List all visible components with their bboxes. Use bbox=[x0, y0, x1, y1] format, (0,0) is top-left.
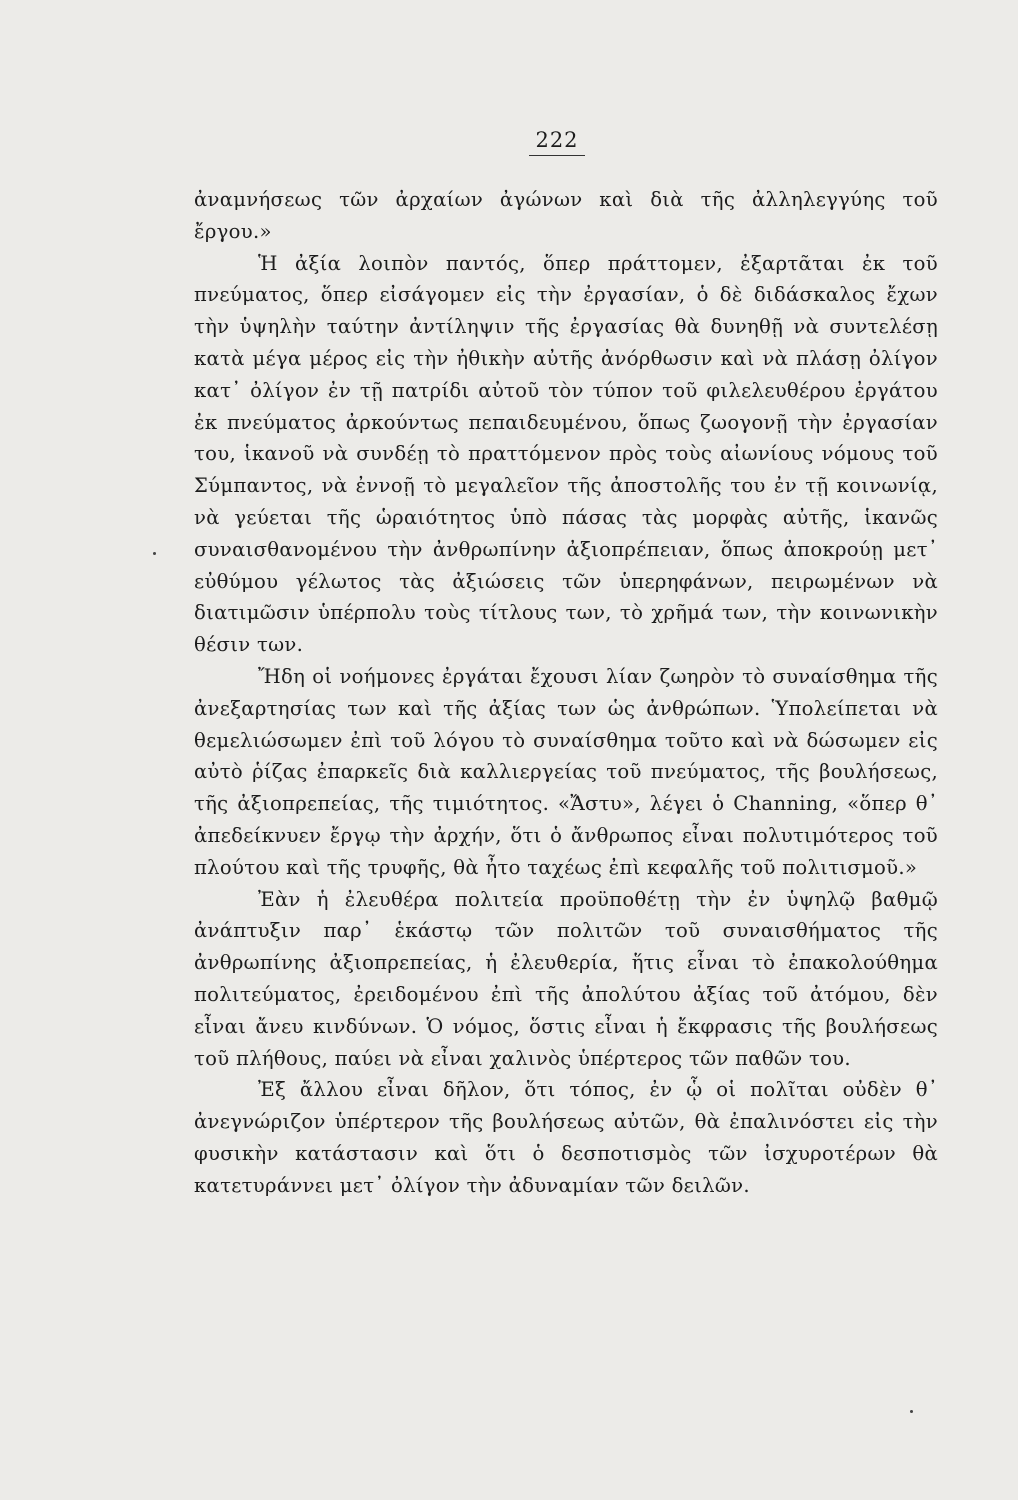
page-number-text: 222 bbox=[529, 128, 584, 156]
paragraph-continuation: ἀναμνήσεως τῶν ἀρχαίων ἀγώνων καὶ διὰ τῆς ἀλληλεγγύης τοῦ ἔργου.» bbox=[194, 188, 938, 243]
scan-speck bbox=[153, 552, 156, 555]
body-text bbox=[194, 184, 938, 1202]
page-number bbox=[0, 128, 1018, 156]
paragraph: Ἐξ ἄλλου εἶναι δῆλον, ὅτι τόπος, ἐν ᾧ οἱ πολῖται οὐδὲν θ᾽ ἀνεγνώριζον ὑπέρτερον τῆς βουλήσεως αὐτῶν, θὰ ἐπαλινόστει εἰς τὴν φυσικὴν κατάστασιν καὶ ὅτι ὁ δεσποτισμὸς τῶν ἰσχυροτέρων θὰ κατετυράννει μετ᾽ ὀλίγον τὴν ἀδυναμίαν τῶν δειλῶν. bbox=[194, 1078, 938, 1197]
paragraph: Ἤδη οἱ νοήμονες ἐργάται ἔχουσι λίαν ζωηρὸν τὸ συναίσθημα τῆς ἀνεξαρτησίας των καὶ τῆς ἀξίας των ὡς ἀνθρώπων. Ὑπολείπεται νὰ θεμελιώσωμεν ἐπὶ τοῦ λόγου τὸ συναίσθημα τοῦτο καὶ νὰ δώσωμεν εἰς αὐτὸ ῥίζας ἐπαρκεῖς διὰ καλλιεργείας τοῦ πνεύματος, τῆς βουλήσεως, τῆς ἀξιοπρεπείας, τῆς τιμιότητος. «Ἄστυ», λέγει ὁ Channing, «ὅπερ θ᾽ ἀπεδείκνυεν ἔργῳ τὴν ἀρχήν, ὅτι ὁ ἄνθρωπος εἶναι πολυτιμότερος τοῦ πλούτου καὶ τῆς τρυφῆς, θὰ ἦτο ταχέως ἐπὶ κεφαλῆς τοῦ πολιτισμοῦ.» bbox=[194, 664, 938, 879]
paragraph: Ἐὰν ἡ ἐλευθέρα πολιτεία προϋποθέτῃ τὴν ἐν ὑψηλῷ βαθμῷ ἀνάπτυξιν παρ᾽ ἑκάστῳ τῶν πολιτῶν τοῦ συναισθήματος τῆς ἀνθρωπίνης ἀξιοπρεπείας, ἡ ἐλευθερία, ἥτις εἶναι τὸ ἐπακολούθημα πολιτεύματος, ἐρειδομένου ἐπὶ τῆς ἀπολύτου ἀξίας τοῦ ἀτόμου, δὲν εἶναι ἄνευ κινδύνων. Ὁ νόμος, ὅστις εἶναι ἡ ἔκφρασις τῆς βουλήσεως τοῦ πλήθους, παύει νὰ εἶναι χαλινὸς ὑπέρτερος τῶν παθῶν του. bbox=[194, 887, 938, 1070]
scan-speck bbox=[910, 1410, 913, 1413]
paragraph: Ἡ ἀξία λοιπὸν παντός, ὅπερ πράττομεν, ἐξαρτᾶται ἐκ τοῦ πνεύματος, ὅπερ εἰσάγομεν εἰς τὴν ἐργασίαν, ὁ δὲ διδάσκαλος ἔχων τὴν ὑψηλὴν ταύτην ἀντίληψιν τῆς ἐργασίας θὰ δυνηθῇ νὰ συντελέσῃ κατὰ μέγα μέρος εἰς τὴν ἠθικὴν αὐτῆς ἀνόρθωσιν καὶ νὰ πλάσῃ ὀλίγον κατ᾽ ὀλίγον ἐν τῇ πατρίδι αὐτοῦ τὸν τύπον τοῦ φιλελευθέρου ἐργάτου ἐκ πνεύματος ἀρκούντως πεπαιδευμένου, ὅπως ζωογονῇ τὴν ἐργασίαν του, ἱκανοῦ νὰ συνδέῃ τὸ πραττόμενον πρὸς τοὺς αἰωνίους νόμους τοῦ Σύμπαντος, νὰ ἐννοῇ τὸ μεγαλεῖον τῆς ἀποστολῆς του ἐν τῇ κοινωνίᾳ, νὰ γεύεται τῆς ὡραιότητος ὑπὸ πάσας τὰς μορφὰς αὐτῆς, ἱκανῶς συναισθανομένου τὴν ἀνθρωπίνην ἀξιοπρέπειαν, ὅπως ἀποκρούῃ μετ᾽ εὐθύμου γέλωτος τὰς ἀξιώσεις τῶν ὑπερηφάνων, πειρωμένων νὰ διατιμῶσιν ὑπέρπολυ τοὺς τίτλους των, τὸ χρῆμά των, τὴν κοινωνικὴν θέσιν των. bbox=[194, 251, 938, 657]
